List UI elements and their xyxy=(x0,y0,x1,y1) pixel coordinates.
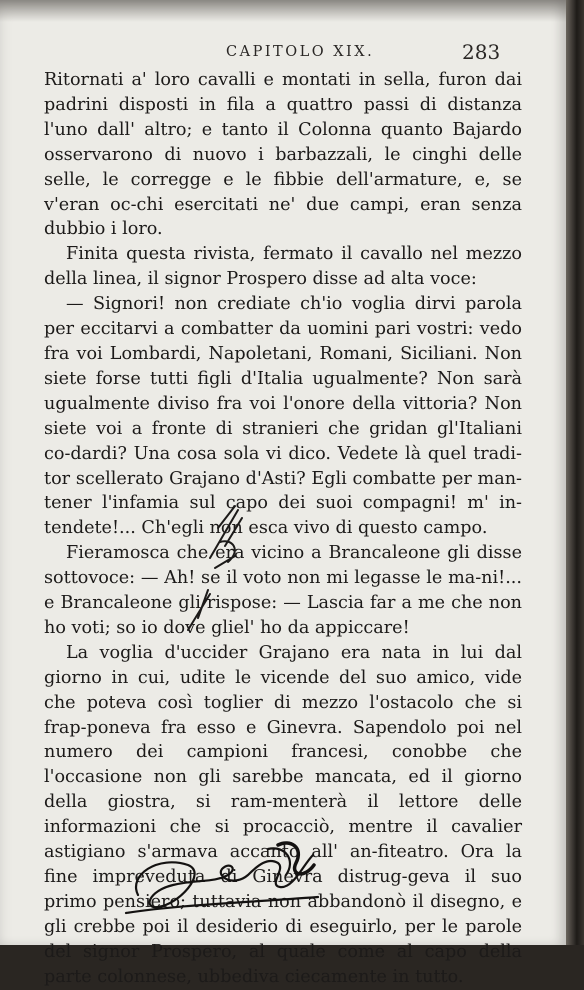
page-number: 283 xyxy=(462,40,501,64)
paragraph: Ritornati a' loro cavalli e montati in sella, furon dai padrini disposti in fila a quattro passi di distanza l'uno dall' altro; e tanto il Colonna quanto Bajardo osservarono di nuovo i barbazzali, le cinghi delle selle, le corregge e le fibbie dell'armature, e, se v'eran oc-chi esercitati ne' due campi, eran senza dubbio i loro. xyxy=(44,70,522,240)
page-top-shadow xyxy=(0,0,566,22)
paragraph: La voglia d'uccider Grajano era nata in lui dal giorno in cui, udite le vicende del suo amico, vide che poteva così toglier di mezzo l'ostacolo che si frap-poneva fra esso e Ginevra. Sapendolo poi nel numero dei campioni francesi, conobbe che l'occasione non gli sarebbe mancata, ed il giorno della giostra, si ram-menterà il lettore delle informazioni che si procacciò, mentre il cavalier astigiano s'armava accanto all' an-fiteatro. Ora la fine impreveduta di Ginevra distrug-geva il suo primo pensiero; tuttavia non abbandonò il disegno, e gli crebbe poi il desiderio di eseguirlo, per le parole del signor Prospero, al quale come al capo della parte colonnese, ubbediva ciecamente in tutto. xyxy=(44,642,522,987)
paragraph: Finita questa rivista, fermato il cavallo nel mezzo della linea, il signor Prospero disse ad alta voce: xyxy=(44,244,522,290)
paragraph: — Signori! non crediate ch'io voglia dirvi parola per eccitarvi a combatter da uomini pari vostri: vedo fra voi Lombardi, Napoletani, Romani, Siciliani. Non siete forse tutti figli d'Italia ugualmente? Non sarà ugualmente diviso fra voi l'onore della vittoria? Non siete voi a fronte di stranieri che gridan gl'Italiani co-dardi? Una cosa sola vi dico. Vedete là quel tradi-tor scellerato Grajano d'Asti? Egli combatte per man-tener l'infamia sul capo dei suoi compagni! m' in-tendete!... Ch'egli non esca vivo di questo campo. xyxy=(44,294,522,539)
body-text xyxy=(44,68,522,990)
paragraph: Fieramosca che era vicino a Brancaleone gli disse sottovoce: — Ah! se il voto non mi legasse le ma-ni!... e Brancaleone gli rispose: — Lascia far a me che non ho voti; so io dove gliel' ho da appiccare! xyxy=(44,543,522,638)
book-binding-edge xyxy=(566,0,584,945)
chapter-title: CAPITOLO XIX. xyxy=(226,44,375,60)
running-header xyxy=(0,42,566,68)
